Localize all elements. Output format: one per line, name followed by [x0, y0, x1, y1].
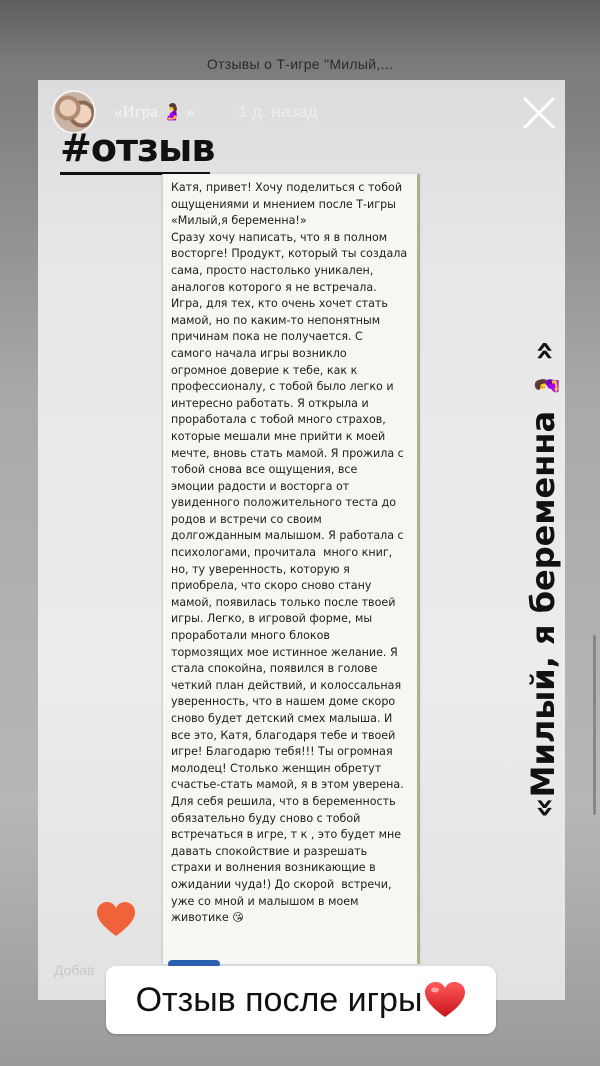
- heart-icon[interactable]: [96, 902, 136, 938]
- story-card: [38, 80, 565, 1000]
- pregnant-woman-emoji-icon: 🤰: [535, 372, 560, 400]
- review-text: Катя, привет! Хочу поделиться с тобой ощущениями и мнением после Т-игры «Милый,я беременна!» Сразу хочу написать, что я в полном восторге! Продукт, который ты создала сама, просто настолько уникален, аналогов которого я не встречала. Игра, для тех, кто очень хочет стать мамой, но по каким-то непонятным причинам пока не получается. С самого начала игры возникло огромное доверие к тебе, как к профессионалу, с тобой было легко и интересно работать. Я открыла и проработала с тобой много страхов, которые мешали мне прийти к моей мечте, вновь стать мамой. Я прожила с тобой снова все ощущения, все эмоции радости и восторга от увиденного положительного теста до родов и встречи со своим долгожданным малышом. Я работала с психологами, прочитала много книг, но, ту уверенность, которую я приобрела, что скоро сново стану мамой, появилась только после твоей игры. Легко, в игровой форме, мы проработали много блоков тормозящих мое истинное желание. Я стала спокойна, появился в голове четкий план действий, и колоссальная уверенность, что в нашем доме скоро сново будет детский смех малыша. И все это, Катя, благодаря тебе и твоей игре! Благодарю тебя!!! Ты огромная молодец! Столько женщин обретут счастье-стать мамой, я в этом уверена. Для себя решила, что в беременность обязательно буду сново с тобой встречаться в игре, т к , это будет мне давать спокойствие и разрешать страхи и волнения возникающие в ожидании чуда!) До скорой встречи, уже со мной и малышом в моем животике 😘: [171, 181, 408, 925]
- hashtag-heading: #отзыв: [60, 126, 215, 170]
- post-time: 1 д. назад: [238, 102, 318, 121]
- game-name-label: [524, 341, 562, 818]
- review-screenshot: [162, 174, 420, 964]
- story-title-bar: Отзывы о Т-игре "Милый,...: [206, 56, 394, 72]
- channel-name-text: «Игра: [114, 102, 158, 121]
- pregnant-woman-icon: 🤰: [162, 104, 182, 121]
- scrollbar[interactable]: [593, 635, 596, 815]
- comment-input-hint[interactable]: Добав: [54, 962, 95, 978]
- channel-name[interactable]: [114, 102, 195, 122]
- channel-name-suffix: »: [186, 102, 195, 121]
- caption-text: Отзыв после игры: [135, 980, 423, 1019]
- caption-sticker: [106, 966, 496, 1034]
- red-heart-icon: [424, 981, 466, 1019]
- game-name-suffix: »: [524, 340, 562, 362]
- close-icon[interactable]: [522, 96, 556, 130]
- game-name-text: «Милый, я беременна: [524, 410, 562, 818]
